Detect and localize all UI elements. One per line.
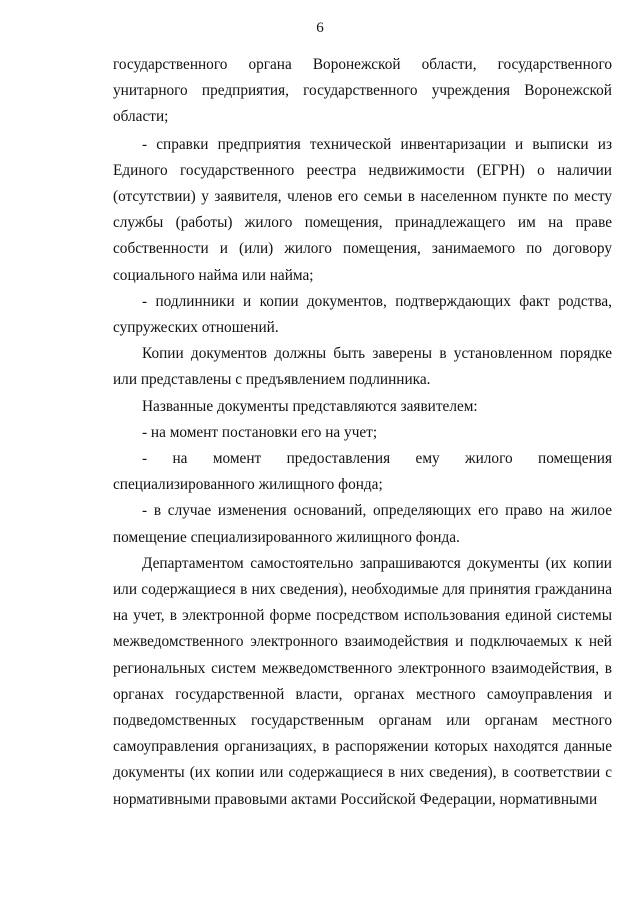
paragraph: Названные документы представляются заявителем:	[142, 397, 478, 415]
paragraph-list-item: - на момент предоставления ему жилого помещения специализированного жилищного фонда;	[113, 450, 612, 494]
paragraph-list-item: - на момент постановки его на учет;	[142, 423, 378, 441]
page-number: 6	[316, 20, 324, 36]
paragraph-continuation: государственного органа Воронежской области, государственного унитарного предприятия, государственного учреждения Воронежской области;	[113, 56, 612, 126]
paragraph: Департаментом самостоятельно запрашиваются документы (их копии или содержащиеся в них сведения), необходимые для принятия гражданина на учет, в электронной форме посредством использования единой системы межведомственного электронного взаимодействия и подключаемых к ней региональных систем межведомственного электронного взаимодействия, в органах государственной власти, органах местного самоуправления и подведомственных государственным органам или органам местного самоуправления организациях, в распоряжении которых находятся данные документы (их копии или содержащиеся в них сведения), в соответствии с нормативными правовыми актами Российской Федерации, нормативными	[113, 554, 612, 808]
paragraph: Копии документов должны быть заверены в установленном порядке или представлены с предъявлением подлинника.	[113, 345, 612, 389]
paragraph-list-item: - подлинники и копии документов, подтверждающих факт родства, супружеских отношений.	[113, 292, 612, 337]
document-body	[113, 52, 612, 813]
paragraph-list-item: - в случае изменения оснований, определяющих его право на жилое помещение специализированного жилищного фонда.	[113, 502, 612, 546]
paragraph-list-item: - справки предприятия технической инвентаризации и выписки из Единого государственного реестра недвижимости (ЕГРН) о наличии (отсутствии) у заявителя, членов его семьи в населенном пункте по месту службы (работы) жилого помещения, принадлежащего им на праве собственности и (или) жилого помещения, занимаемого по договору социального найма или найма;	[113, 135, 612, 284]
